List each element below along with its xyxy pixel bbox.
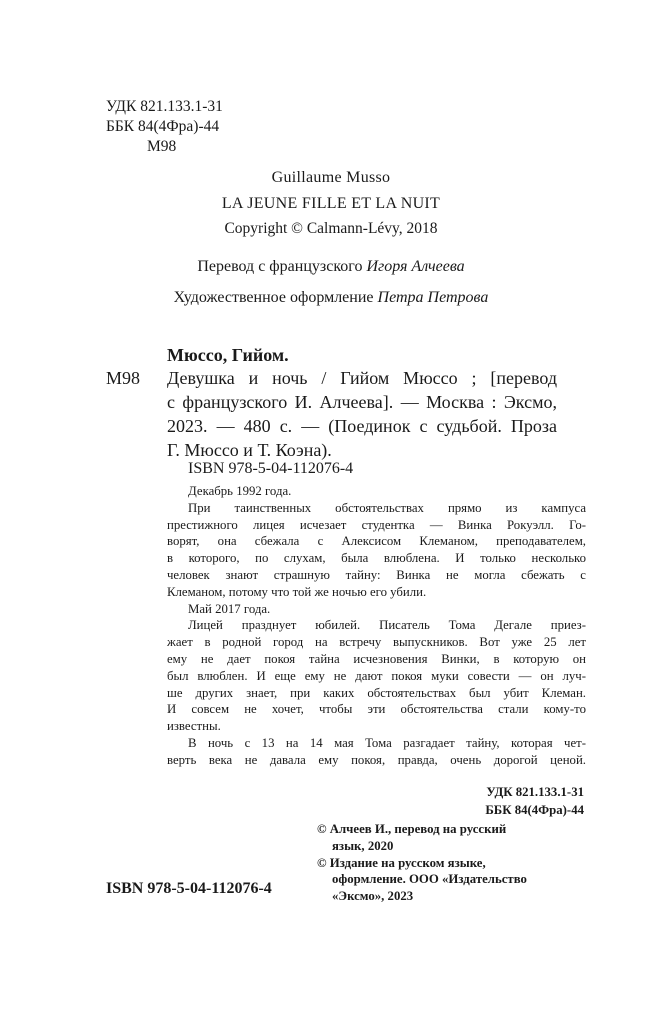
catalog-code: М98: [106, 368, 141, 388]
annotation-line: И совсем не хочет, чтобы эти обстоятельства стали кому-то: [167, 702, 586, 717]
copyright-line: оформление. ООО «Издательство: [332, 872, 527, 887]
catalog-description: [167, 366, 557, 462]
catalog-line: 2023. — 480 с. — (Поединок с судьбой. Проза: [167, 416, 557, 436]
udk-code: УДК 821.133.1-31: [106, 98, 223, 115]
footer-udk: УДК 821.133.1-31: [486, 785, 584, 799]
copyright-line: язык, 2020: [332, 838, 394, 853]
annotation-line: Клеманом, потому что той же ночью его убили.: [167, 584, 427, 599]
original-author: Guillaume Musso: [271, 169, 391, 186]
annotation-line: ему не дает покоя тайна исчезновения Винки, в которую он: [167, 651, 586, 666]
copyright-line: «Эксмо», 2023: [332, 889, 414, 904]
copyright-line: © Алчеев И., перевод на русский: [317, 822, 507, 836]
annotation-line: жает в родной город на встречу выпускников. Вот уже 25 лет: [167, 635, 586, 650]
original-title: LA JEUNE FILLE ET LA NUIT: [221, 195, 441, 212]
annotation-line: в которого, по слухам, была влюблена. И только несколько: [167, 551, 586, 566]
annotation-line: ворят, она сбежала с Алексисом Клеманом, преподавателем,: [167, 534, 586, 549]
annotation-line: Лицей празднует юбилей. Писатель Тома Дегале приез-: [188, 618, 586, 633]
annotation-line: В ночь с 13 на 14 мая Тома разгадает тайну, которая чет-: [188, 735, 586, 750]
annotation-line: известны.: [167, 719, 221, 734]
footer-bbk: ББК 84(4Фра)-44: [485, 803, 584, 817]
translation-credit: [0, 256, 662, 278]
annotation-line: Декабрь 1992 года.: [188, 484, 292, 498]
annotation-line: ше других знает, при каких обстоятельствах был убит Клеман.: [167, 685, 586, 700]
annotation-line: Май 2017 года.: [188, 601, 271, 616]
copyright-line: © Издание на русском языке,: [317, 855, 486, 870]
annotation-line: человек знают страшную тайну: Винка не могла сбежать с: [167, 567, 586, 582]
footer-isbn: ISBN 978-5-04-112076-4: [106, 880, 272, 897]
catalog-author: Мюссо, Гийом.: [167, 345, 289, 365]
designer-name: Петра Петрова: [377, 289, 489, 306]
annotation: [167, 483, 586, 769]
catalog-line: с французского И. Алчеева]. — Москва : Эксмо,: [167, 392, 557, 412]
original-copyright: Copyright © Calmann-Lévy, 2018: [224, 220, 438, 237]
design-credit: [0, 287, 662, 309]
annotation-line: верть века не давала ему покоя, правда, очень дорогой ценой.: [167, 752, 586, 767]
translator-name: Игоря Алчеева: [366, 258, 465, 275]
annotation-line: При таинственных обстоятельствах прямо из кампуса: [188, 500, 586, 515]
annotation-line: престижного лицея исчезает студентка — Винка Рокуэлл. Го-: [167, 517, 586, 532]
design-label: Художественное оформление: [173, 289, 374, 306]
author-mark: М98: [147, 138, 177, 155]
catalog-isbn: ISBN 978-5-04-112076-4: [188, 460, 354, 477]
bbk-code: ББК 84(4Фра)-44: [106, 118, 220, 135]
copyright-block: [317, 821, 587, 905]
catalog-line: Девушка и ночь / Гийом Мюссо ; [перевод: [167, 368, 557, 388]
annotation-line: был влюблен. И еще ему не дают покоя муки совести — он луч-: [167, 668, 586, 683]
translation-label: Перевод с французского: [197, 258, 363, 275]
catalog-line: Г. Мюссо и Т. Коэна).: [167, 440, 332, 460]
